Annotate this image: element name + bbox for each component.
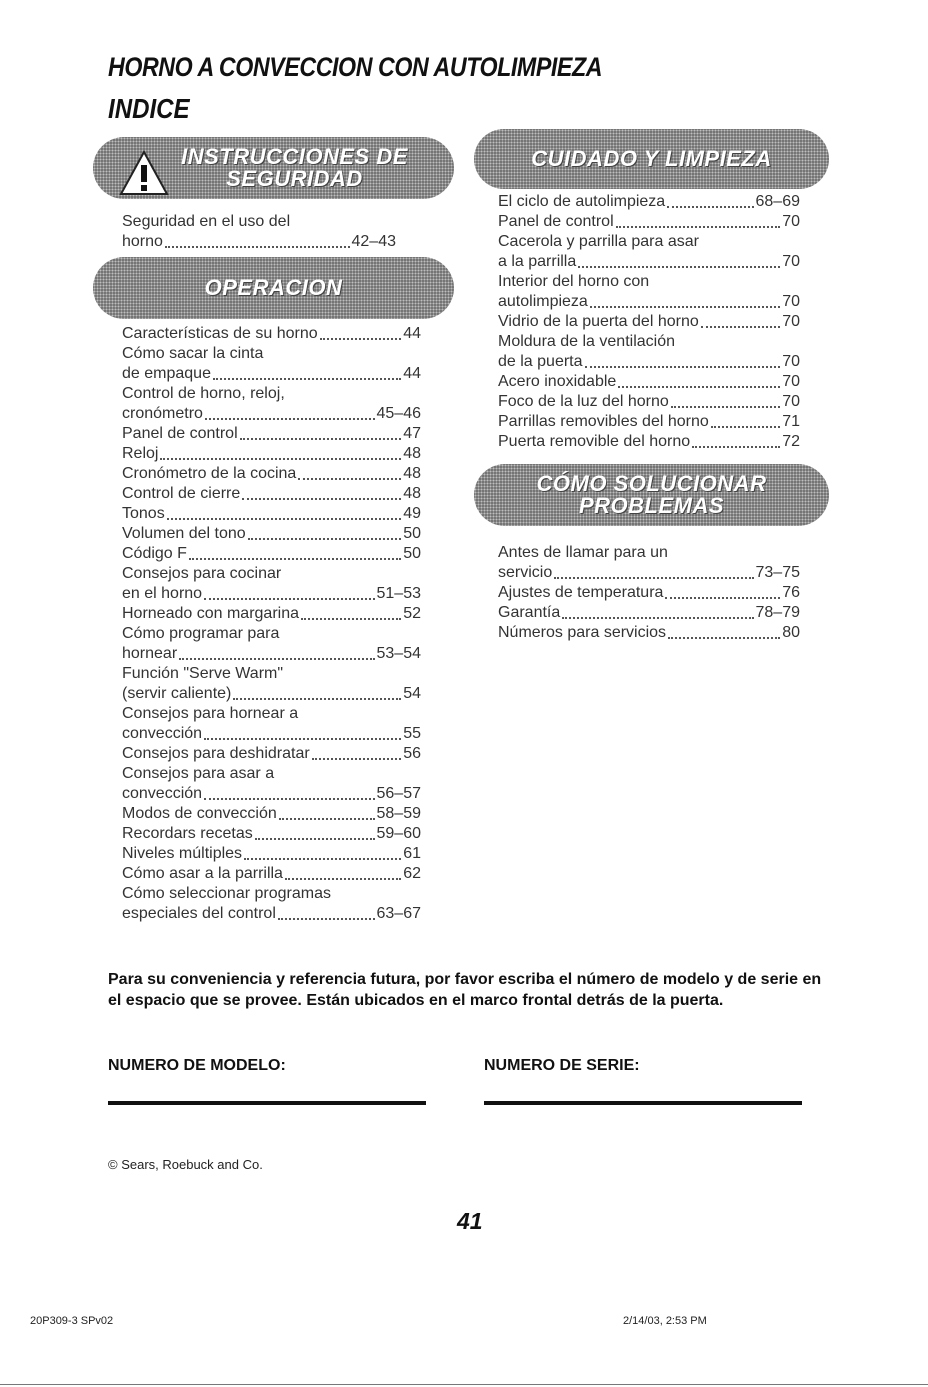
toc-dot-leader bbox=[240, 438, 402, 440]
care-section-heading: CUIDADO Y LIMPIEZA bbox=[531, 146, 772, 171]
toc-entry-title: Foco de la luz del horno bbox=[498, 393, 669, 410]
toc-entry bbox=[498, 392, 800, 412]
toc-entry bbox=[498, 332, 800, 352]
toc-entry-title: cronómetro bbox=[122, 405, 203, 422]
toc-entry-page: 59–60 bbox=[376, 825, 421, 842]
toc-entry bbox=[498, 352, 800, 372]
safety-section-banner bbox=[93, 137, 454, 199]
toc-entry-page: 72 bbox=[782, 433, 800, 450]
toc-entry bbox=[122, 784, 421, 804]
toc-entry bbox=[122, 344, 421, 364]
toc-entry bbox=[122, 684, 421, 704]
toc-dot-leader bbox=[248, 538, 402, 540]
toc-entry bbox=[122, 424, 421, 444]
toc-entry bbox=[122, 464, 421, 484]
toc-entry-page: 55 bbox=[403, 725, 421, 742]
toc-entry-page: 52 bbox=[403, 605, 421, 622]
toc-entry bbox=[498, 543, 800, 563]
toc-dot-leader bbox=[165, 246, 350, 248]
operation-section-heading: OPERACION bbox=[204, 275, 343, 300]
toc-entry-page: 48 bbox=[403, 465, 421, 482]
toc-entry bbox=[122, 824, 421, 844]
toc-entry-page: 47 bbox=[403, 425, 421, 442]
toc-entry-title: convección bbox=[122, 725, 203, 742]
toc-dot-leader bbox=[204, 598, 374, 600]
toc-dot-leader bbox=[301, 618, 401, 620]
operation-toc-list bbox=[122, 324, 421, 924]
toc-entry-page: 70 bbox=[782, 373, 800, 390]
toc-entry-title: Tonos bbox=[122, 505, 165, 522]
toc-entry-title: Seguridad en el uso del bbox=[122, 213, 291, 230]
toc-entry-page: 56–57 bbox=[376, 785, 421, 802]
toc-dot-leader bbox=[671, 406, 780, 408]
footer-timestamp: 2/14/03, 2:53 PM bbox=[623, 1315, 707, 1327]
toc-entry bbox=[498, 212, 800, 232]
footer-file-id: 20P309-3 SPv02 bbox=[30, 1315, 114, 1327]
toc-entry-title: Características de su horno bbox=[122, 325, 318, 342]
toc-entry bbox=[122, 844, 421, 864]
toc-entry bbox=[122, 704, 421, 724]
toc-entry-title: Antes de llamar para un bbox=[498, 544, 668, 561]
toc-entry-title: Parrillas removibles del horno bbox=[498, 413, 709, 430]
toc-dot-leader bbox=[213, 378, 401, 380]
toc-entry-title: Código F bbox=[122, 545, 187, 562]
toc-entry-page: 48 bbox=[403, 485, 421, 502]
toc-entry-title: Horneado con margarina bbox=[122, 605, 299, 622]
toc-dot-leader bbox=[665, 597, 780, 599]
toc-dot-leader bbox=[160, 458, 401, 460]
toc-entry-title: hornear bbox=[122, 645, 178, 662]
toc-entry-page: 70 bbox=[782, 213, 800, 230]
toc-entry-title: Panel de control bbox=[498, 213, 614, 230]
toc-entry-title: en el horno bbox=[122, 585, 203, 602]
toc-dot-leader bbox=[205, 418, 375, 420]
toc-entry bbox=[122, 544, 421, 564]
toc-entry bbox=[122, 644, 421, 664]
toc-entry-title: a la parrilla bbox=[498, 253, 577, 270]
safety-section-heading: INSTRUCCIONES DE SEGURIDAD bbox=[181, 144, 408, 191]
toc-dot-leader bbox=[233, 698, 401, 700]
document-title: HORNO A CONVECCION CON AUTOLIMPIEZA bbox=[108, 52, 603, 82]
toc-entry-page: 63–67 bbox=[376, 905, 421, 922]
toc-entry-title: Control de cierre bbox=[122, 485, 241, 502]
toc-entry-title: Cómo asar a la parrilla bbox=[122, 865, 283, 882]
toc-entry bbox=[498, 432, 800, 452]
toc-entry-page: 48 bbox=[403, 445, 421, 462]
toc-entry-title: Consejos para hornear a bbox=[122, 705, 299, 722]
troubleshooting-toc-list bbox=[498, 543, 800, 643]
toc-entry-title: Recordars recetas bbox=[122, 825, 253, 842]
page-edge-line bbox=[0, 1384, 928, 1385]
operation-section-banner bbox=[93, 257, 454, 319]
toc-entry bbox=[122, 804, 421, 824]
toc-entry bbox=[122, 624, 421, 644]
toc-entry bbox=[122, 232, 396, 252]
toc-entry-page: 62 bbox=[403, 865, 421, 882]
toc-dot-leader bbox=[562, 617, 753, 619]
toc-entry-title: Cronómetro de la cocina bbox=[122, 465, 297, 482]
toc-dot-leader bbox=[298, 478, 401, 480]
toc-entry-page: 44 bbox=[403, 365, 421, 382]
index-heading: INDICE bbox=[108, 93, 190, 124]
toc-entry-title: Panel de control bbox=[122, 425, 238, 442]
toc-entry bbox=[122, 404, 421, 424]
toc-entry-title: Volumen del tono bbox=[122, 525, 246, 542]
toc-entry-title: Garantía bbox=[498, 604, 561, 621]
model-number-label: NUMERO DE MODELO: bbox=[108, 1057, 286, 1074]
toc-entry-page: 50 bbox=[403, 545, 421, 562]
toc-entry-title: Consejos para cocinar bbox=[122, 565, 282, 582]
toc-dot-leader bbox=[667, 206, 753, 208]
toc-entry-page: 71 bbox=[782, 413, 800, 430]
toc-entry-page: 44 bbox=[403, 325, 421, 342]
toc-entry-page: 70 bbox=[782, 353, 800, 370]
care-toc-list bbox=[498, 192, 800, 452]
troubleshooting-section-banner bbox=[474, 464, 829, 526]
toc-entry bbox=[498, 192, 800, 212]
toc-entry-page: 78–79 bbox=[755, 604, 800, 621]
toc-entry-page: 61 bbox=[403, 845, 421, 862]
toc-entry bbox=[122, 724, 421, 744]
toc-entry bbox=[498, 272, 800, 292]
model-number-line bbox=[108, 1101, 426, 1105]
toc-entry-title: (servir caliente) bbox=[122, 685, 232, 702]
toc-entry bbox=[122, 764, 421, 784]
toc-entry bbox=[122, 904, 421, 924]
toc-entry-title: Vidrio de la puerta del horno bbox=[498, 313, 699, 330]
toc-entry bbox=[122, 384, 421, 404]
toc-entry-page: 58–59 bbox=[376, 805, 421, 822]
toc-dot-leader bbox=[711, 426, 780, 428]
toc-entry bbox=[122, 212, 396, 232]
toc-dot-leader bbox=[189, 558, 401, 560]
toc-entry-page: 42–43 bbox=[351, 233, 396, 250]
toc-entry bbox=[122, 864, 421, 884]
toc-dot-leader bbox=[278, 918, 375, 920]
toc-entry-title: Reloj bbox=[122, 445, 159, 462]
toc-entry-title: Interior del horno con bbox=[498, 273, 650, 290]
toc-entry-page: 68–69 bbox=[755, 193, 800, 210]
toc-entry bbox=[498, 623, 800, 643]
toc-entry bbox=[498, 232, 800, 252]
toc-entry bbox=[498, 372, 800, 392]
toc-entry-title: horno bbox=[122, 233, 163, 250]
toc-entry bbox=[498, 312, 800, 332]
toc-dot-leader bbox=[692, 446, 780, 448]
toc-entry-page: 73–75 bbox=[755, 564, 800, 581]
page-number: 41 bbox=[457, 1208, 483, 1234]
toc-entry-title: convección bbox=[122, 785, 203, 802]
toc-entry-page: 54 bbox=[403, 685, 421, 702]
toc-dot-leader bbox=[554, 577, 753, 579]
troubleshooting-section-heading: CÓMO SOLUCIONAR PROBLEMAS bbox=[536, 471, 767, 518]
toc-entry-page: 45–46 bbox=[376, 405, 421, 422]
toc-entry-title: autolimpieza bbox=[498, 293, 588, 310]
toc-entry-page: 70 bbox=[782, 393, 800, 410]
toc-dot-leader bbox=[618, 386, 780, 388]
toc-entry-title: Cómo seleccionar programas bbox=[122, 885, 331, 902]
toc-entry-page: 53–54 bbox=[376, 645, 421, 662]
toc-entry bbox=[498, 252, 800, 272]
toc-entry bbox=[122, 504, 421, 524]
toc-entry bbox=[122, 744, 421, 764]
toc-entry-title: de empaque bbox=[122, 365, 211, 382]
toc-dot-leader bbox=[312, 758, 402, 760]
toc-entry-title: Consejos para deshidratar bbox=[122, 745, 310, 762]
toc-entry bbox=[498, 583, 800, 603]
toc-entry bbox=[122, 664, 421, 684]
toc-dot-leader bbox=[255, 838, 375, 840]
toc-entry bbox=[122, 584, 421, 604]
toc-entry bbox=[498, 292, 800, 312]
serial-number-line bbox=[484, 1101, 802, 1105]
warning-triangle-icon bbox=[119, 149, 169, 197]
toc-entry-title: Consejos para asar a bbox=[122, 765, 275, 782]
toc-entry-title: El ciclo de autolimpieza bbox=[498, 193, 666, 210]
toc-entry bbox=[498, 603, 800, 623]
toc-entry-title: Números para servicios bbox=[498, 624, 667, 641]
toc-entry-title: Modos de convección bbox=[122, 805, 277, 822]
toc-entry-title: Función "Serve Warm" bbox=[122, 665, 284, 682]
toc-dot-leader bbox=[204, 738, 401, 740]
toc-dot-leader bbox=[204, 798, 374, 800]
toc-entry bbox=[122, 564, 421, 584]
toc-dot-leader bbox=[179, 658, 374, 660]
care-section-banner bbox=[474, 129, 829, 189]
toc-entry-title: Niveles múltiples bbox=[122, 845, 243, 862]
toc-dot-leader bbox=[167, 518, 402, 520]
registration-notice: Para su conveniencia y referencia futura, por favor escriba el número de modelo y de serie en el espacio que se provee. Están ubicados en el marco frontal detrás de la puerta. bbox=[108, 971, 822, 1009]
toc-entry bbox=[122, 884, 421, 904]
toc-entry-page: 80 bbox=[782, 624, 800, 641]
toc-entry-title: Acero inoxidable bbox=[498, 373, 617, 390]
toc-entry-title: Cómo programar para bbox=[122, 625, 280, 642]
toc-dot-leader bbox=[285, 878, 401, 880]
toc-entry-page: 49 bbox=[403, 505, 421, 522]
toc-entry bbox=[122, 604, 421, 624]
toc-dot-leader bbox=[701, 326, 780, 328]
toc-entry-page: 56 bbox=[403, 745, 421, 762]
toc-entry-page: 70 bbox=[782, 313, 800, 330]
toc-entry-title: Puerta removible del horno bbox=[498, 433, 691, 450]
toc-dot-leader bbox=[616, 226, 781, 228]
toc-entry-title: Moldura de la ventilación bbox=[498, 333, 675, 350]
toc-entry bbox=[498, 563, 800, 583]
serial-number-label: NUMERO DE SERIE: bbox=[484, 1057, 640, 1074]
toc-entry-page: 70 bbox=[782, 253, 800, 270]
toc-entry bbox=[122, 524, 421, 544]
toc-dot-leader bbox=[590, 306, 780, 308]
toc-dot-leader bbox=[578, 266, 780, 268]
toc-entry-page: 50 bbox=[403, 525, 421, 542]
toc-entry-page: 76 bbox=[782, 584, 800, 601]
toc-dot-leader bbox=[668, 637, 780, 639]
toc-entry bbox=[122, 444, 421, 464]
toc-entry bbox=[122, 484, 421, 504]
toc-entry-title: Ajustes de temperatura bbox=[498, 584, 664, 601]
safety-toc-list bbox=[122, 212, 396, 252]
toc-dot-leader bbox=[585, 366, 781, 368]
toc-entry-page: 51–53 bbox=[376, 585, 421, 602]
toc-entry bbox=[498, 412, 800, 432]
toc-dot-leader bbox=[320, 338, 402, 340]
toc-dot-leader bbox=[244, 858, 401, 860]
toc-entry bbox=[122, 364, 421, 384]
toc-dot-leader bbox=[279, 818, 375, 820]
toc-entry-title: Control de horno, reloj, bbox=[122, 385, 285, 402]
toc-entry-title: Cómo sacar la cinta bbox=[122, 345, 264, 362]
copyright-notice: © Sears, Roebuck and Co. bbox=[108, 1157, 263, 1172]
toc-entry-title: Cacerola y parrilla para asar bbox=[498, 233, 699, 250]
toc-entry-page: 70 bbox=[782, 293, 800, 310]
toc-entry-title: especiales del control bbox=[122, 905, 276, 922]
toc-entry-title: de la puerta bbox=[498, 353, 583, 370]
toc-dot-leader bbox=[242, 498, 401, 500]
toc-entry bbox=[122, 324, 421, 344]
toc-entry-title: servicio bbox=[498, 564, 553, 581]
